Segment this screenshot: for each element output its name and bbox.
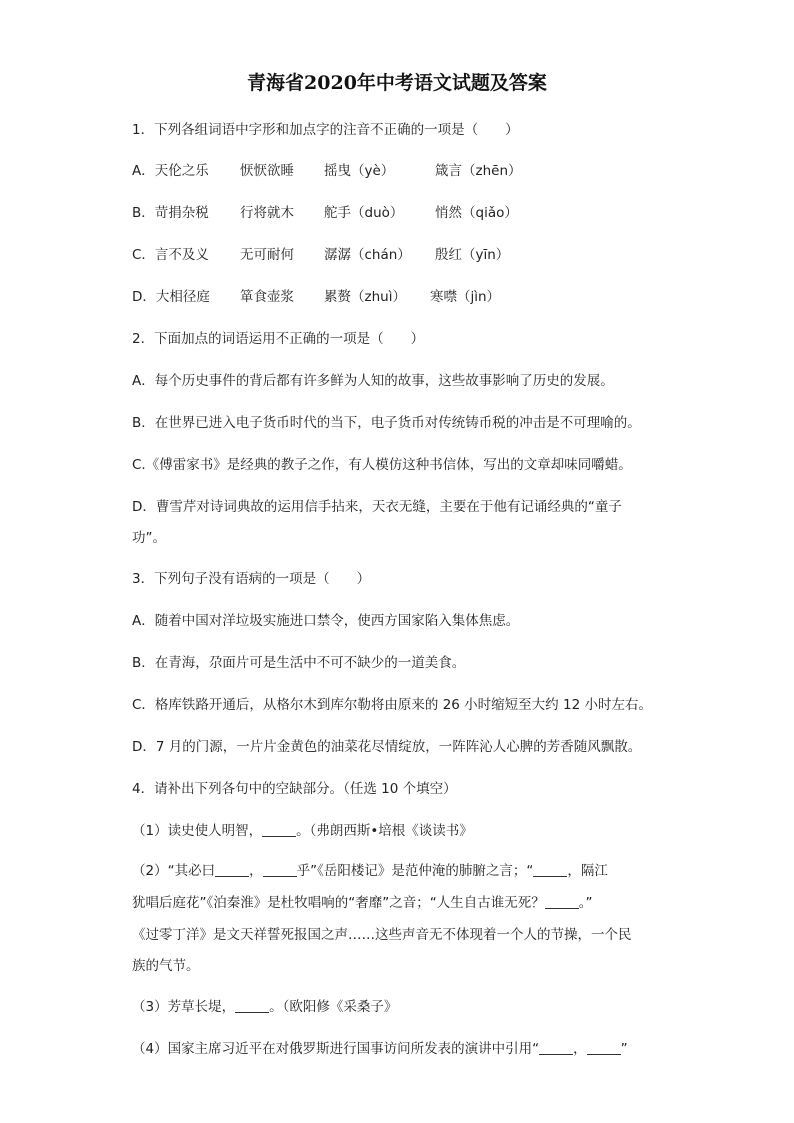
q2-stem: 2．下面加点的词语运用不正确的一项是（ ） [132, 331, 425, 347]
q1-a-item4: 箴言（zhēn） [435, 163, 522, 179]
q1-a-item2: 恹恹欲睡 [240, 163, 294, 179]
q3-option-a: A．随着中国对洋垃圾实施进口禁令，使西方国家陷入集体焦虑。 [132, 613, 520, 629]
q3-stem: 3．下列句子没有语病的一项是（ ） [132, 571, 371, 587]
page-title: 青海省2020年中考语文试题及答案 [247, 72, 547, 94]
q4-item-4: （4）国家主席习近平在对俄罗斯进行国事访问所发表的演讲中引用“ ， ” [132, 1041, 628, 1057]
answer-blank[interactable] [545, 894, 579, 909]
q3-option-c: C．格库铁路开通后，从格尔木到库尔勒将由原来的 26 小时缩短至大约 12 小时左右。 [132, 697, 652, 713]
answer-blank[interactable] [215, 862, 249, 877]
q2-option-b: B．在世界已进入电子货币时代的当下，电子货币对传统铸币税的冲击是不可理喻的。 [132, 415, 641, 431]
answer-blank[interactable] [587, 1040, 621, 1055]
q1-b-item4: 悄然（qiǎo） [435, 205, 518, 221]
q1-d-item4: 寒噤（jìn） [430, 289, 501, 305]
q1-a-item3: 摇曳（yè） [324, 163, 395, 179]
q2-option-c: C.《傅雷家书》是经典的教子之作，有人模仿这种书信体，写出的文章却味同嚼蜡。 [132, 457, 632, 473]
q1-d-item1: D．大相径庭 [132, 289, 210, 305]
q4-stem: 4．请补出下列各句中的空缺部分。（任选 10 个填空） [132, 781, 457, 797]
q1-d-item3: 累赘（zhuì） [324, 289, 406, 305]
answer-blank[interactable] [262, 822, 296, 837]
q1-c-item4: 殷红（yīn） [435, 247, 510, 263]
answer-blank[interactable] [539, 1040, 573, 1055]
q2-option-a: A．每个历史事件的背后都有许多鲜为人知的故事，这些故事影响了历史的发展。 [132, 373, 614, 389]
q1-b-item1: B．苛捐杂税 [132, 205, 209, 221]
answer-blank[interactable] [235, 998, 269, 1013]
q1-b-item3: 舵手（duò） [324, 205, 404, 221]
q3-option-b: B．在青海，尕面片可是生活中不可不缺少的一道美食。 [132, 655, 466, 671]
q1-a-item1: A．天伦之乐 [132, 163, 209, 179]
answer-blank[interactable] [263, 862, 297, 877]
q2-option-d-line2: 功”。 [132, 530, 166, 546]
q1-stem: 1．下列各组词语中字形和加点字的注音不正确的一项是（ ） [132, 122, 519, 138]
q4-item-2-line1: （2）“其必曰 ， 乎”《岳阳楼记》是范仲淹的肺腑之言；“ ，隔江 [132, 863, 608, 879]
q4-item-1: （1）读史使人明智， 。（弗朗西斯•培根《谈读书》 [132, 823, 473, 839]
answer-blank[interactable] [533, 862, 567, 877]
q1-d-item2: 箪食壶浆 [240, 289, 294, 305]
q4-item-3: （3）芳草长堤， 。（欧阳修《采桑子》 [132, 999, 398, 1015]
q1-c-item2: 无可耐何 [240, 247, 294, 263]
q1-c-item1: C．言不及义 [132, 247, 209, 263]
q4-item-2-line4: 族的气节。 [132, 958, 200, 974]
q1-b-item2: 行将就木 [240, 205, 294, 221]
q1-c-item3: 潺潺（chán） [324, 247, 411, 263]
q2-option-d-line1: D．曹雪芹对诗词典故的运用信手拈来，天衣无缝，主要在于他有记诵经典的“童子 [132, 499, 622, 515]
q4-item-2-line3: 《过零丁洋》是文天祥誓死报国之声……这些声音无不体现着一个人的节操，一个民 [132, 927, 632, 943]
q4-item-2-line2: 犹唱后庭花”《泊秦淮》是杜牧唱响的“奢靡”之音；“人生自古谁无死？ 。” [132, 895, 593, 911]
q3-option-d: D．7 月的门源，一片片金黄色的油菜花尽情绽放，一阵阵沁人心脾的芳香随风飘散。 [132, 739, 642, 755]
